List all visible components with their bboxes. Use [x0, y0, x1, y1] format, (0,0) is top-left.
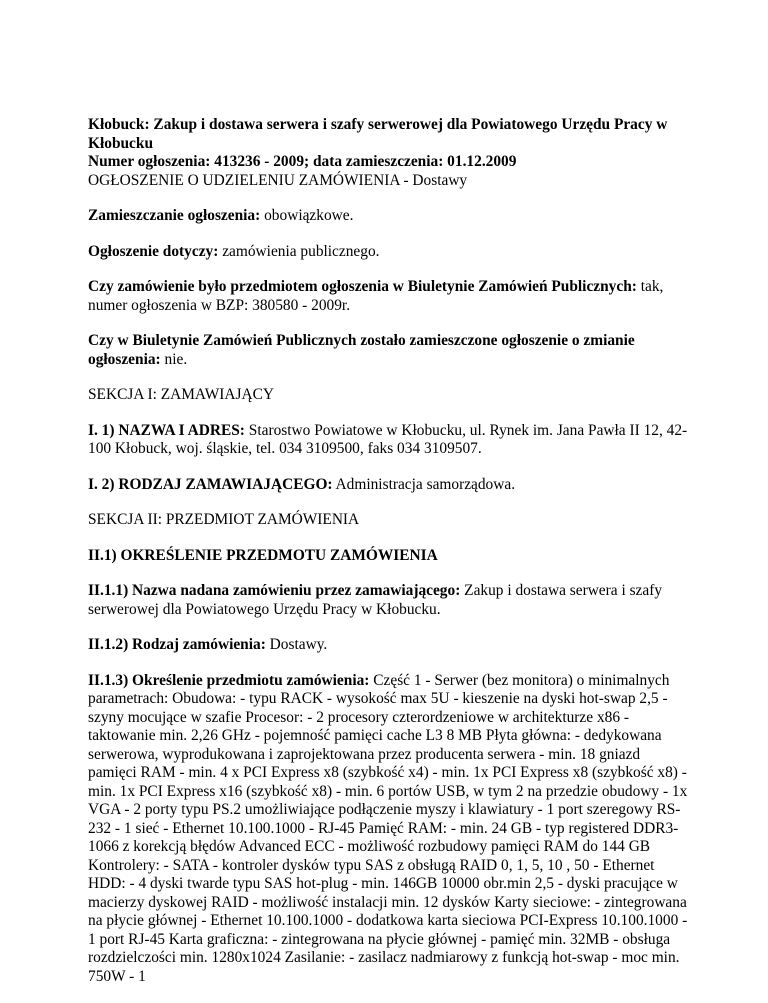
field-rodzaj-zamawiajacego — [88, 476, 688, 495]
field-value: Starostwo Powiatowe w Kłobucku, ul. Rynek im. Jana Pawła II 12, 42-100 Kłobuck, woj. śląskie, tel. 034 3109500, faks 034 3109507. — [88, 421, 688, 457]
field-label: II.1.1) Nazwa nadana zamówieniu przez zamawiającego: — [88, 582, 461, 599]
field-value: tak, numer ogłoszenia w BZP: 380580 - 2009r. — [88, 278, 664, 314]
field-dotyczy — [88, 243, 688, 262]
field-value: Administracja samorządowa. — [332, 475, 516, 493]
field-label: Zamieszczanie ogłoszenia: — [88, 207, 261, 224]
field-okreslenie-przedmiotu — [88, 672, 688, 987]
section-1-heading: SEKCJA I: ZAMAWIAJĄCY — [88, 386, 275, 403]
field-label: II.1.2) Rodzaj zamówienia: — [88, 636, 266, 653]
announcement-header — [88, 116, 688, 190]
field-value: Część 1 - Serwer (bez monitora) o minimalnych parametrach: Obudowa: - typu RACK - wysokość max 5U - kieszenie na dyski hot-swap 2,5 - szyny mocujące w szafie Procesor: - 2 procesory czterordzeniowe w architekturze x86 - taktowanie min. 2,26 GHz - pojemność pamięci cache L3 8 MB Płyta główna: - dedykowana serwerowa, wyprodukowana i zaprojektowana przez producenta serwera - min. 18 gniazd pamięci RAM - min. 4 x PCI Express x8 (szybkość x4) - min. 1x PCI Express x8 (szybkość x8) - min. 1x PCI Express x16 (szybkość x8) - min. 6 portów USB, w tym 2 na przedzie obudowy - 1x VGA - 2 porty typu PS.2 umożliwiające podłączenie myszy i klawiatury - 1 port szeregowy RS-232 - 1 sieć - Ethernet 10.100.1000 - RJ-45 Pamięć RAM: - min. 24 GB - typ registered DDR3-1066 z korekcją błędów Advanced ECC - możliwość rozbudowy pamięci RAM do 144 GB Kontrolery: - SATA - kontroler dysków typu SAS z obsługą RAID 0, 1, 5, 10 , 50 - Ethernet HDD: - 4 dyski twarde typu SAS hot-plug - min. 146GB 10000 obr.min 2,5 - dyski pracujące w macierzy dyskowej RAID - możliwość instalacji min. 12 dysków Karty sieciowe: - zintegrowana na płycie głównej - Ethernet 10.100.1000 - dodatkowa karta sieciowa PCI-Express 10.100.1000 - 1 port RJ-45 Karta graficzna: - zintegrowana na płycie głównej - pamięć min. 32MB - obsługa rozdzielczości min. 1280x1024 Zasilanie: - zasilacz nadmiarowy z funkcją hot-swap - moc min. 750W - 1 — [88, 671, 688, 985]
announcement-number: Numer ogłoszenia: 413236 - 2009; data zamieszczenia: 01.12.2009 — [88, 153, 517, 170]
field-nazwa-zamowienia — [88, 582, 688, 619]
field-label: II.1.3) Określenie przedmiotu zamówienia: — [88, 671, 370, 689]
field-zamieszczanie — [88, 207, 688, 226]
section-2-heading: SEKCJA II: PRZEDMIOT ZAMÓWIENIA — [88, 511, 360, 528]
field-label: Ogłoszenie dotyczy: — [88, 242, 219, 260]
announcement-title: Kłobuck: Zakup i dostawa serwera i szafy serwerowej dla Powiatowego Urzędu Pracy w Kłobucku — [88, 116, 668, 152]
field-label: Czy w Biuletynie Zamówień Publicznych zostało zamieszczone ogłoszenie o zmianie ogłoszenia: — [88, 332, 635, 368]
field-zmiana — [88, 332, 688, 369]
field-label: I. 2) RODZAJ ZAMAWIAJĄCEGO: — [88, 475, 333, 493]
field-nazwa-adres — [88, 422, 688, 459]
field-value: obowiązkowe. — [260, 207, 354, 224]
announcement-content — [88, 116, 688, 1003]
field-label: I. 1) NAZWA I ADRES: — [88, 421, 245, 439]
field-rodzaj-zamowienia — [88, 636, 688, 655]
field-value: Dostawy. — [265, 636, 328, 653]
field-label: Czy zamówienie było przedmiotem ogłoszenia w Biuletynie Zamówień Publicznych: — [88, 278, 637, 295]
section-2-subheading — [88, 547, 688, 566]
announcement-type: OGŁOSZENIE O UDZIELENIU ZAMÓWIENIA - Dostawy — [88, 171, 468, 189]
field-value: Zakup i dostawa serwera i szafy serwerowej dla Powiatowego Urzędu Pracy w Kłobucku. — [88, 582, 663, 618]
subheading-text: II.1) OKREŚLENIE PRZEDMOTU ZAMÓWIENIA — [88, 546, 438, 564]
field-value: zamówienia publicznego. — [218, 242, 380, 260]
field-biuletyn — [88, 278, 688, 315]
field-value: nie. — [160, 350, 188, 368]
